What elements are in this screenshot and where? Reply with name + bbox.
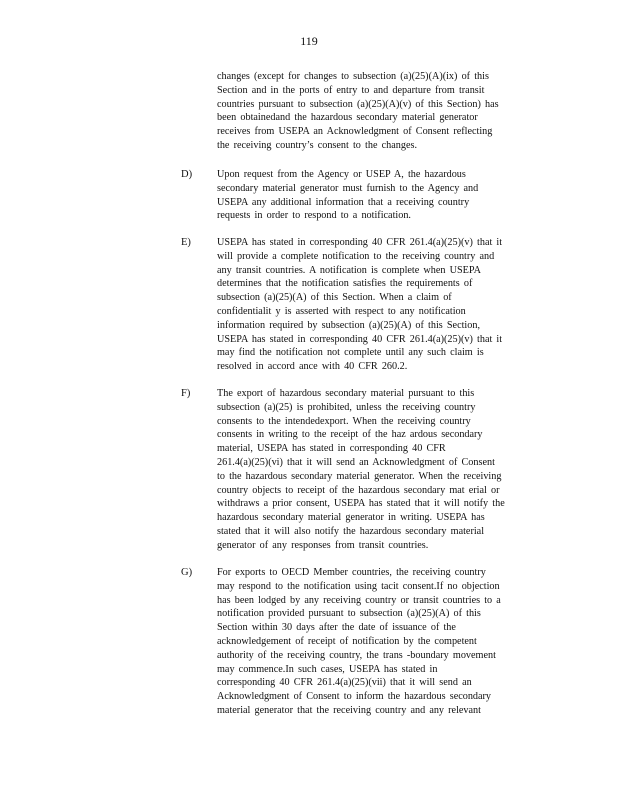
text-line: consents in writing to the receipt of the haz ardous secondary bbox=[217, 429, 483, 441]
paragraph-body bbox=[217, 566, 541, 718]
text-line: withdraws a prior consent, USEPA has stated that it will notify the bbox=[217, 498, 505, 510]
item-label: G) bbox=[181, 567, 193, 578]
text-line: has been lodged by any receiving country or transit countries to a bbox=[217, 594, 501, 606]
text-line: countries pursuant to subsection (a)(25)(A)(v) of this Section) has bbox=[217, 98, 499, 110]
text-line: may find the notification not complete until any such claim is bbox=[217, 347, 484, 359]
text-line: material generator that the receiving country and any relevant bbox=[217, 704, 481, 716]
text-line: Section within 30 days after the date of issuance of the bbox=[217, 622, 456, 634]
text-line: changes (except for changes to subsection (a)(25)(A)(ix) of this bbox=[217, 71, 489, 82]
item-label: F) bbox=[181, 388, 191, 399]
text-line: determines that the notification satisfies the requirements of bbox=[217, 278, 473, 290]
text-line: Section and in the ports of entry to and departure from transit bbox=[217, 84, 485, 96]
text-line: 261.4(a)(25)(vi) that it will send an Acknowledgment of Consent bbox=[217, 456, 495, 468]
text-line: subsection (a)(25) is prohibited, unless the receiving country bbox=[217, 401, 476, 413]
text-line: secondary material generator must furnish to the Agency and bbox=[217, 182, 479, 194]
text-line: been obtainedand the hazardous secondary material generator bbox=[217, 112, 478, 124]
item-label: E) bbox=[181, 237, 191, 248]
text-line: consents to the intendedexport. When the receiving country bbox=[217, 415, 471, 427]
text-line: may respond to the notification using tacit consent.If no objection bbox=[217, 580, 500, 592]
text-line: may commence.In such cases, USEPA has stated in bbox=[217, 663, 438, 675]
text-line: requests in order to respond to a notification. bbox=[217, 210, 411, 222]
paragraph-body bbox=[217, 168, 541, 223]
text-line: country objects to receipt of the hazardous secondary mat erial or bbox=[217, 484, 500, 496]
text-line: corresponding 40 CFR 261.4(a)(25)(vii) that it will send an bbox=[217, 677, 472, 689]
text-line: Upon request from the Agency or USEP A, the hazardous bbox=[217, 169, 466, 180]
text-line: hazardous secondary material generator in writing. USEPA has bbox=[217, 512, 485, 524]
text-line: confidentialit y is asserted with respect to any notification bbox=[217, 305, 466, 317]
text-line: generator of any responses from transit countries. bbox=[217, 539, 429, 551]
text-line: to the hazardous secondary material generator. When the receiving bbox=[217, 470, 502, 482]
text-line: For exports to OECD Member countries, the receiving country bbox=[217, 567, 486, 578]
text-line: resolved in accord ance with 40 CFR 260.2. bbox=[217, 361, 408, 373]
text-line: USEPA has stated in corresponding 40 CFR 261.4(a)(25)(v) that it bbox=[217, 237, 503, 248]
text-line: USEPA has stated in corresponding 40 CFR 261.4(a)(25)(v) that it bbox=[217, 333, 503, 345]
page-number: 119 bbox=[300, 34, 318, 48]
text-line: USEPA any additional information that a receiving country bbox=[217, 196, 470, 208]
paragraph-body bbox=[217, 70, 541, 153]
text-line: will provide a complete notification to the receiving country and bbox=[217, 250, 495, 262]
text-line: stated that it will also notify the hazardous secondary material bbox=[217, 525, 485, 537]
text-line: subsection (a)(25)(A) of this Section. When a claim of bbox=[217, 292, 452, 304]
text-line: the receiving country’s consent to the changes. bbox=[217, 139, 417, 151]
text-line: material, USEPA has stated in corresponding 40 CFR bbox=[217, 443, 446, 455]
item-label: D) bbox=[181, 169, 193, 180]
text-line: notification provided pursuant to subsection (a)(25)(A) of this bbox=[217, 608, 481, 620]
text-line: Acknowledgment of Consent to inform the hazardous secondary bbox=[217, 691, 492, 703]
text-line: receives from USEPA an Acknowledgment of Consent reflecting bbox=[217, 126, 493, 138]
text-line: authority of the receiving country, the trans -boundary movement bbox=[217, 649, 496, 661]
text-line: The export of hazardous secondary material pursuant to this bbox=[217, 388, 475, 399]
text-line: acknowledgement of receipt of notification by the competent bbox=[217, 635, 477, 647]
text-line: any transit countries. A notification is complete when USEPA bbox=[217, 264, 481, 276]
paragraph-body bbox=[217, 236, 541, 374]
text-line: information required by subsection (a)(25)(A) of this Section, bbox=[217, 319, 480, 331]
paragraph-body bbox=[217, 387, 541, 553]
